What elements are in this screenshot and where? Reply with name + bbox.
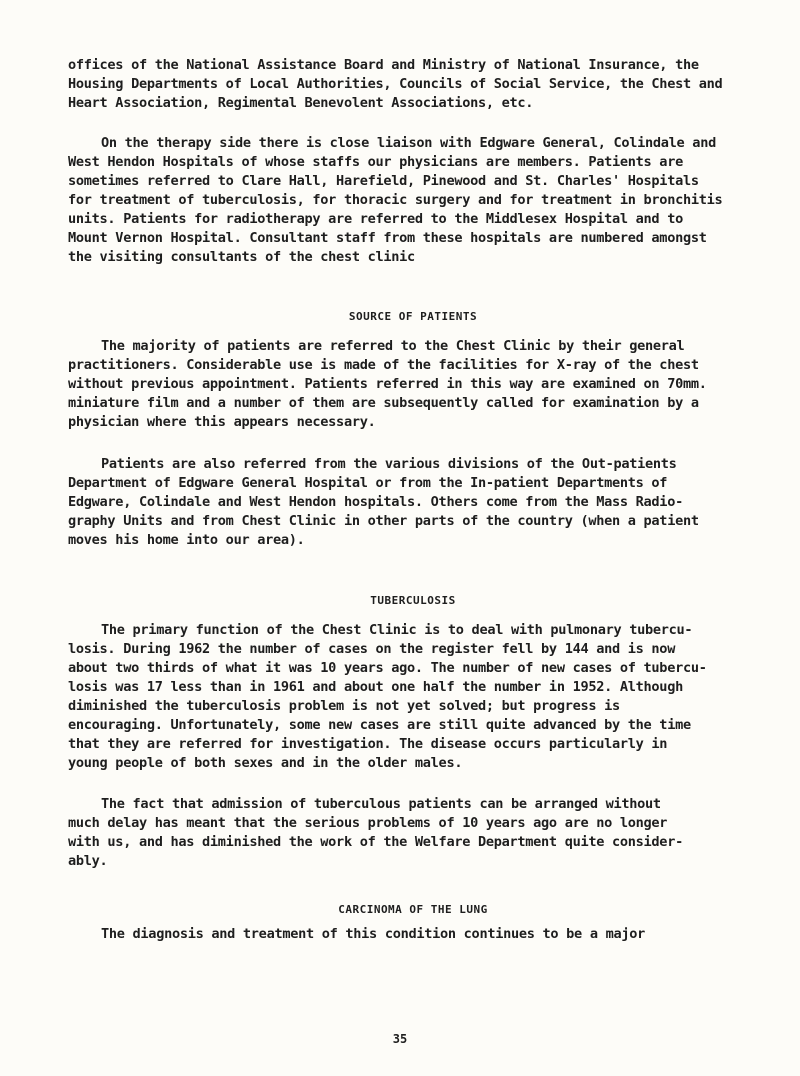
paragraph-gp-referrals: The majority of patients are referred to the Chest Clinic by their general practitioners. Considerable use is made of the facilities for X-ray of the chest without previous appointment. Patients referred in this way are examined on 70mm. miniature film and a number of them are subsequently called for examination by a physician where this appears necessary. — [68, 338, 707, 430]
paragraph-therapy-liaison: On the therapy side there is close liaison with Edgware General, Colindale and West Hendon Hospitals of whose staffs our physicians are members. Patients are sometimes referred to Clare Hall, Harefield, Pinewood and St. Charles' Hospitals for treatment of tuberculosis, for thoracic surgery and for treatment in bronchitis units. Patients for radiotherapy are referred to the Middlesex Hospital and to Mount Vernon Hospital. Consultant staff from these hospitals are numbered amongst the visiting consultants of the chest clinic — [68, 135, 723, 265]
document-page — [68, 56, 758, 944]
heading-carcinoma-of-the-lung: CARCINOMA OF THE LUNG — [338, 903, 488, 916]
page-number: 35 — [392, 1032, 408, 1046]
paragraph-tuberculosis-function: The primary function of the Chest Clinic is to deal with pulmonary tubercu- losis. During 1962 the number of cases on the register fell by 144 and is now about two thirds of what it was 10 years ago. The number of new cases of tubercu- losis was 17 less than in 1961 and about one half the number in 1952. Although diminished the tuberculosis problem is not yet solved; but progress is encouraging. Unfortunately, some new cases are still quite advanced by the time that they are referred for investigation. The disease occurs particularly in young people of both sexes and in the older males. — [68, 622, 707, 771]
paragraph-carcinoma-diagnosis: The diagnosis and treatment of this condition continues to be a major — [101, 926, 646, 942]
paragraph-liaison-agencies: offices of the National Assistance Board and Ministry of National Insurance, the Housing Departments of Local Authorities, Councils of Social Service, the Chest and Heart Association, Regimental Benevolent Associations, etc. — [68, 57, 723, 111]
paragraph-tuberculosis-admission: The fact that admission of tuberculous patients can be arranged without much delay has meant that the serious problems of 10 years ago are no longer with us, and has diminished the work of the Welfare Department quite consider- ably. — [68, 796, 683, 869]
heading-source-of-patients: SOURCE OF PATIENTS — [348, 310, 478, 323]
heading-tuberculosis: TUBERCULOSIS — [370, 594, 456, 607]
paragraph-hospital-referrals: Patients are also referred from the various divisions of the Out-patients Department of Edgware General Hospital or from the In-patient Departments of Edgware, Colindale and West Hendon hospitals. Others come from the Mass Radio- graphy Units and from Chest Clinic in other parts of the country (when a patient moves his home into our area). — [68, 456, 699, 548]
